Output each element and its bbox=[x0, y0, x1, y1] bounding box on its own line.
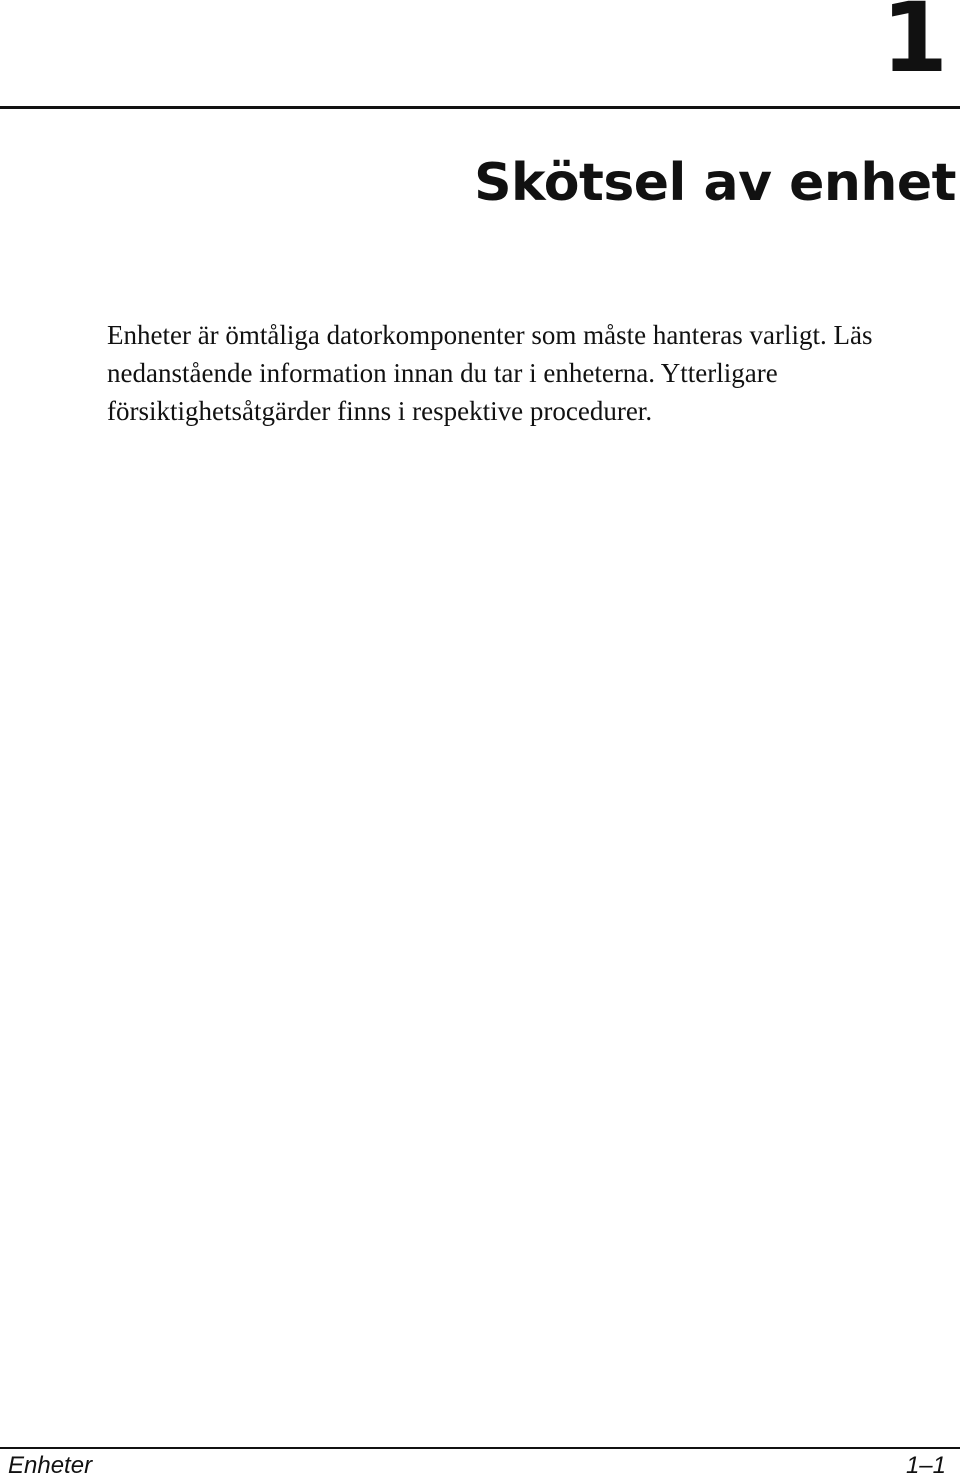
intro-paragraph: Enheter är ömtåliga datorkomponenter som måste hanteras varligt. Läs nedanstående information innan du tar i enheterna. Ytterligare försiktighetsåtgärder finns i respektive procedurer. bbox=[107, 320, 873, 426]
footer-rule bbox=[0, 1447, 960, 1449]
chapter-title: Skötsel av enhet bbox=[474, 152, 956, 213]
footer-page-number: 1–1 bbox=[905, 1452, 946, 1479]
footer-section-name: Enheter bbox=[8, 1452, 93, 1479]
chapter-number: 1 bbox=[881, 0, 946, 94]
header-rule bbox=[0, 106, 960, 109]
